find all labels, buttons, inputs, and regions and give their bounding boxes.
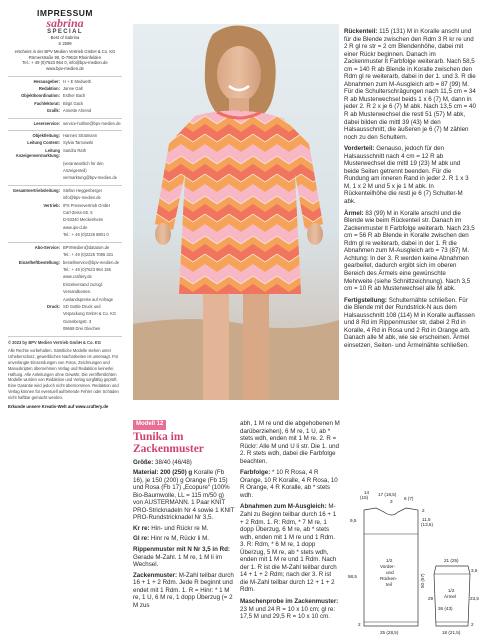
divider (8, 118, 122, 119)
size-paragraph: Größe: 38/40 (46/48) (133, 458, 192, 466)
schematic-top-left2: (15) (360, 495, 369, 500)
subscription-row: Gutenbergstr. 3 (63, 318, 92, 324)
best-of: Best of Sabrina (50, 35, 80, 40)
staff-row: Grafik: Annette Ahrend (46, 108, 92, 114)
model-badge: Modell 12 (133, 420, 166, 430)
kr-paragraph: Kr re: Hin- und Rückr re M. (133, 524, 209, 532)
schematic-sleeve-top: 21 (25) (444, 558, 459, 563)
impressum-column (0, 0, 128, 640)
schematic-sleeve-w2: 36 (43) (438, 606, 453, 611)
staff-row: Objektkoordination: Esther Bach (21, 93, 86, 99)
schematic-body-h2: 58,5 (348, 574, 357, 579)
subscription-row: 09669 Drei Gleichen (63, 326, 101, 332)
vorder-paragraph: Vorderteil: Genauso, jedoch für den Halsausschnitt nach 4 cm = 12 R ab Musterwechsel die mittl 19 (23) M abk und beide Seiten getrennt beenden. Für die Rundung am inneren Rand in jeder 2. R 1 x 3 M, 1 x 2 M und 5 x je 1 M abk. In Rückenteilhöhe die restl je 6 (7) Schulter-M abk. (344, 145, 469, 206)
schematic-armhole: 11,5 (422, 517, 431, 522)
schematic-top-left: 14 (364, 490, 370, 495)
schematic-width-label: 50 (57) (420, 573, 425, 588)
subscription-row: Abo-Service: BPVMedien@datatom.de (34, 244, 110, 250)
article-column-2 (240, 420, 340, 625)
photo-leg-left (203, 294, 229, 400)
schematic-armhole2: (13,5) (421, 522, 434, 527)
schematic-body-h1: 9,5 (350, 518, 357, 523)
company-row: Tel.: + 49 (0)2225 8801 0 (63, 232, 109, 238)
schematic-sleeve-h1: 3,5 (471, 568, 478, 573)
abnahmen-paragraph: Abnahmen zum M-Ausgleich: M-Zahl zu Beginn teilbar durch 16 + 1 + 2 Rdm. 1. R: Rdm, * 7 M re, 1 dopp Überzug, 6 M re, ab * stets wdh, enden mit 1 M re und 1 Rdm. 3. R: Rdm, * 6 M re, 1 dopp Überzug, 5 M re, ab * stets wdh, enden mit 1 M re und 1 Rdm. Nach der 1. R ist die M-Zahl teilbar durch 14 + 1 + 2 Rdm; nach der 3. R ist die M-Zahl teilbar durch 12 + 1 + 2 Rdm. (240, 503, 337, 594)
subscription-row: Verpackung GmbH & Co. KG (63, 311, 117, 317)
divider (8, 242, 122, 243)
farbfolge-paragraph: Farbfolge: * 10 R Rosa, 4 R Orange, 10 R Koralle, 4 R Rosa, 10 R Orange, 4 R Koralle, ab * stets wdh. (240, 469, 338, 499)
schematic-bottom-w: 25 (28,5) (380, 630, 399, 635)
subscription-row: Auslandspreise auf Anfrage (63, 296, 114, 302)
schematic-sleeve-label1: 1/2 (448, 588, 455, 593)
brand-logo: sabrina (46, 16, 84, 30)
issue-number: S 2599 (58, 40, 72, 46)
schematic-sleeve-w: 18 (21,5) (442, 630, 461, 635)
web: www.bpv-medien.de (46, 65, 84, 71)
impressum-title: IMPRESSUM (37, 8, 93, 18)
reader-service: Leserservice: service-hotline@bpv-medien.de (33, 120, 121, 126)
schematic-body-label5: teil (386, 582, 392, 587)
gl-paragraph: Gl re: Hinr re M, Rückr li M. (133, 535, 210, 543)
material-paragraph: Material: 200 (250) g Koralle (Fb 16), je 150 (200) g Orange (Fb 15) und Rosa (Fb 17) „Ecopure“ (100% Bio-Baumwolle, LL = 115 m/50 g) von AUSTERMANN. 1 Paar KNIT PRO-Stricknadeln Nr 4 sowie 1 KNIT PRO-Rundstricknadel Nr 3,5. (133, 469, 235, 522)
photo-ground (133, 319, 339, 400)
schematic-sleeve-side: 29 (428, 596, 434, 601)
subscription-list (8, 245, 122, 332)
maschenprobe-paragraph: Maschenprobe im Zackenmuster: 23 M und 24 R = 10 x 10 cm; gl re: 17,5 M und 29,5 R = 10 x 10 cm. (240, 598, 339, 621)
photo-face (217, 46, 261, 102)
model-photo (133, 24, 339, 400)
company-row: D-53340 Meckenheim (63, 217, 104, 223)
photo-hand-right (307, 223, 323, 245)
staff-row: Fachlektorat: Birgit Gack (34, 100, 84, 106)
staff-row: Herausgeber: H + E Medweth (33, 78, 92, 84)
photo-leg-right (243, 294, 269, 400)
subscription-row: Versandkosten. (63, 289, 92, 295)
aermel-paragraph: Ärmel: 83 (99) M in Koralle anschl und die Blende wie beim Rückenteil str. Danach im Zackenmuster lt Farbfolge weiterarb. Nach 23,5 cm = 56 R ab Blende in Koralle zwischen den Rdm gl re weiterarb, dabei in der 1. R die Abnahmen zum M-Ausgleich arb = 73 (87) M. Achtung: In der 3. R werden keine Abnahmen gearbeitet, dadurch ergibt sich im oberen Bereich des Ärmels eine gewünschte Mehrweite (siehe Schnittzeichnung). Nach 3,5 cm = 10 R ab Musterwechsel alle M abk. (344, 209, 475, 293)
staff-row: Redaktion: Janne Gall (38, 85, 83, 91)
schematic-sleeve-bottom: 2 (471, 622, 474, 627)
company-list (8, 188, 122, 238)
rippen-paragraph: Rippenmuster mit N Nr 3,5 in Rd: Gerade M-Zahl. 1 M re, 1 M li im Wechsel. (133, 546, 230, 569)
management-row: Objektleitung: Hannes Stratmann (32, 133, 98, 138)
schematic-bottom-h: 2 (358, 622, 361, 627)
schematic-top-neck2: 3 (390, 499, 393, 504)
article-column-1 (133, 420, 235, 612)
subscription-row: Einzelheftbestellung: bestellservice@bpv-medien.de (18, 259, 120, 265)
schematic-sleeve-h2: 23,5 (470, 596, 479, 601)
schematic-sleeve-label2: Ärmel (444, 594, 456, 599)
subscription-row: Druck: SD Gottle Druck und (47, 303, 101, 309)
divider (8, 130, 122, 131)
company-row: Gesamtvertriebsleitung: Stefan Heggenberger (12, 187, 103, 193)
address: Römerstraße 90, D-79618 Rheinfelden (28, 54, 102, 60)
management-row: Leitung Anzeigenvermarktung: Sandra Rath (15, 147, 86, 159)
divider (8, 336, 122, 337)
brand-special: SPECIAL (47, 29, 83, 35)
management-row: (verantwortlich für den (63, 160, 104, 166)
fertig-paragraph: Fertigstellung: Schulternähte schließen. Für die Blende mit der Rundstrick-N aus dem Halsausschnitt 108 (114) M in Koralle auffassen und 8 Rd im Rippenmuster str, dabei 2 Rd in Koralle, 4 Rd in Rosa und 2 Rd in Orange arb. Danach alle M abk, wie sie erscheinen. Ärmel einsetzen, Seiten- und Ärmelnähte schließen. (344, 296, 475, 349)
pattern-schematic (346, 488, 478, 636)
company-row: Vertrieb: IPS Pressevertrieb GmbH (43, 202, 111, 208)
zacken-continued: abh, 1 M re und die abgehobenen M darüberziehen), 6 M re, 1 U, ab * stets wdh, enden mit 1 M re. 2. R = Rückr: Alle M und U li str. Die 1. und 2. R stets wdh, dabei die Farbfolge beachten. (240, 420, 340, 465)
schematic-body-label4: Rücken- (380, 576, 398, 581)
article-title: Tunika im Zackenmuster (133, 430, 204, 455)
subscription-row: Tel.: + 49 (0)7623 964 155 (63, 266, 111, 272)
company-row: info@bpv-medien.de (63, 195, 101, 201)
management-row: Leitung Content: Sylvia Tarnowski (27, 140, 94, 146)
staff-list (8, 79, 122, 114)
schematic-shoulder-h: 2 (422, 508, 425, 513)
schematic-top-neck: 17 (18,5) (378, 492, 397, 497)
divider (8, 76, 122, 77)
copyright: © 2023 by BPV Medien Vertrieb GmbH & Co. KG (8, 339, 101, 345)
management-list (8, 133, 122, 181)
subscription-row: www.craftery.de (63, 274, 92, 280)
contact: Tel.: + 49 (0)7623 964 0, info@bpv-medien.de (22, 60, 108, 66)
publisher: erscheint in der BPV Medien Vertrieb GmbH & Co. KG (14, 49, 116, 55)
schematic-body-label1: 1/2 (386, 558, 393, 563)
schematic-shoulder: 6 (7) (404, 496, 414, 501)
schematic-body-label3: und (386, 570, 394, 575)
subscription-row: Tel.: + 49 (0)2225 7085 321 (63, 252, 114, 258)
ruecken-paragraph: Rückenteil: 115 (131) M in Koralle anschl und für die Blende zwischen den Rdm 3 R kr re und 2 R gl re str = 2 cm Blendenhöhe, dabei mit einer Rückr beginnen. Danach im Zackenmuster lt Farbfolge weiterarb. Nach 58,5 cm = 140 R ab Blende in Koralle zwischen den Rdm gl re weiterarb, dabei in der 1. und 3. R die Abnahmen zum M-Ausgleich arb = 87 (99) M. Für die Schulterschrägungen nach 11,5 cm = 34 R ab Musterwechsel beids 1 x 6 (7) M, dann in jeder 2. R 2 x je 6 (7) M abk. Nach 13,5 cm = 40 R ab Musterwechsel die restl 51 (57) M abk, dabei bilden die mittl 39 (43) M den Halsausschnitt, die äußeren je 6 (7) M zählen noch zu den Schultern. (344, 28, 476, 141)
management-row: vermarktung@bpv-medien.de (63, 175, 117, 181)
divider (8, 185, 122, 186)
company-row: Carl-Zeiss-Str. 5 (63, 210, 93, 216)
zacken-paragraph: Zackenmuster: M-Zahl teilbar durch 16 + 1 + 2 Rdm. Jede R beginnt und endet mit 1 Rdm. 1. R = Hinr: * 1 M re, 1 U, 6 M re, 1 dopp Überzug (= 2 M zus (133, 571, 234, 609)
photo-hand-left (155, 223, 171, 245)
management-row: Anzeigenteil) (63, 168, 87, 174)
legal-text: Alle Rechte vorbehalten. Sämtliche Modelle stehen unter Urheberschutz, gewerbliches Nacharbeiten ist untersagt. Für unverlangte Einsendungen von Fotos, Zeichnungen und Manuskripten übernehmen Verlag und Redaktion keinerlei Haftung. Alle Anleitungen ohne Gewähr. Die veröffentlichten Modelle wurden von Redaktion und Verlag sorgfältig geprüft. Eine Garantie wird jedoch nicht übernommen. Redaktion und Verlag können für eventuell auftretende Fehler oder Schäden nicht haftbar gemacht werden. (8, 348, 119, 400)
company-row: www.ips-d.de (63, 224, 88, 230)
subscription-row: Einzelversand zuzügl. (63, 281, 103, 287)
footer-link[interactable]: Erkunde unsere Kreativ-Welt auf www.craftery.de (8, 403, 109, 409)
article-column-3 (344, 28, 476, 353)
schematic-body-label2: Vorder- (380, 564, 396, 569)
